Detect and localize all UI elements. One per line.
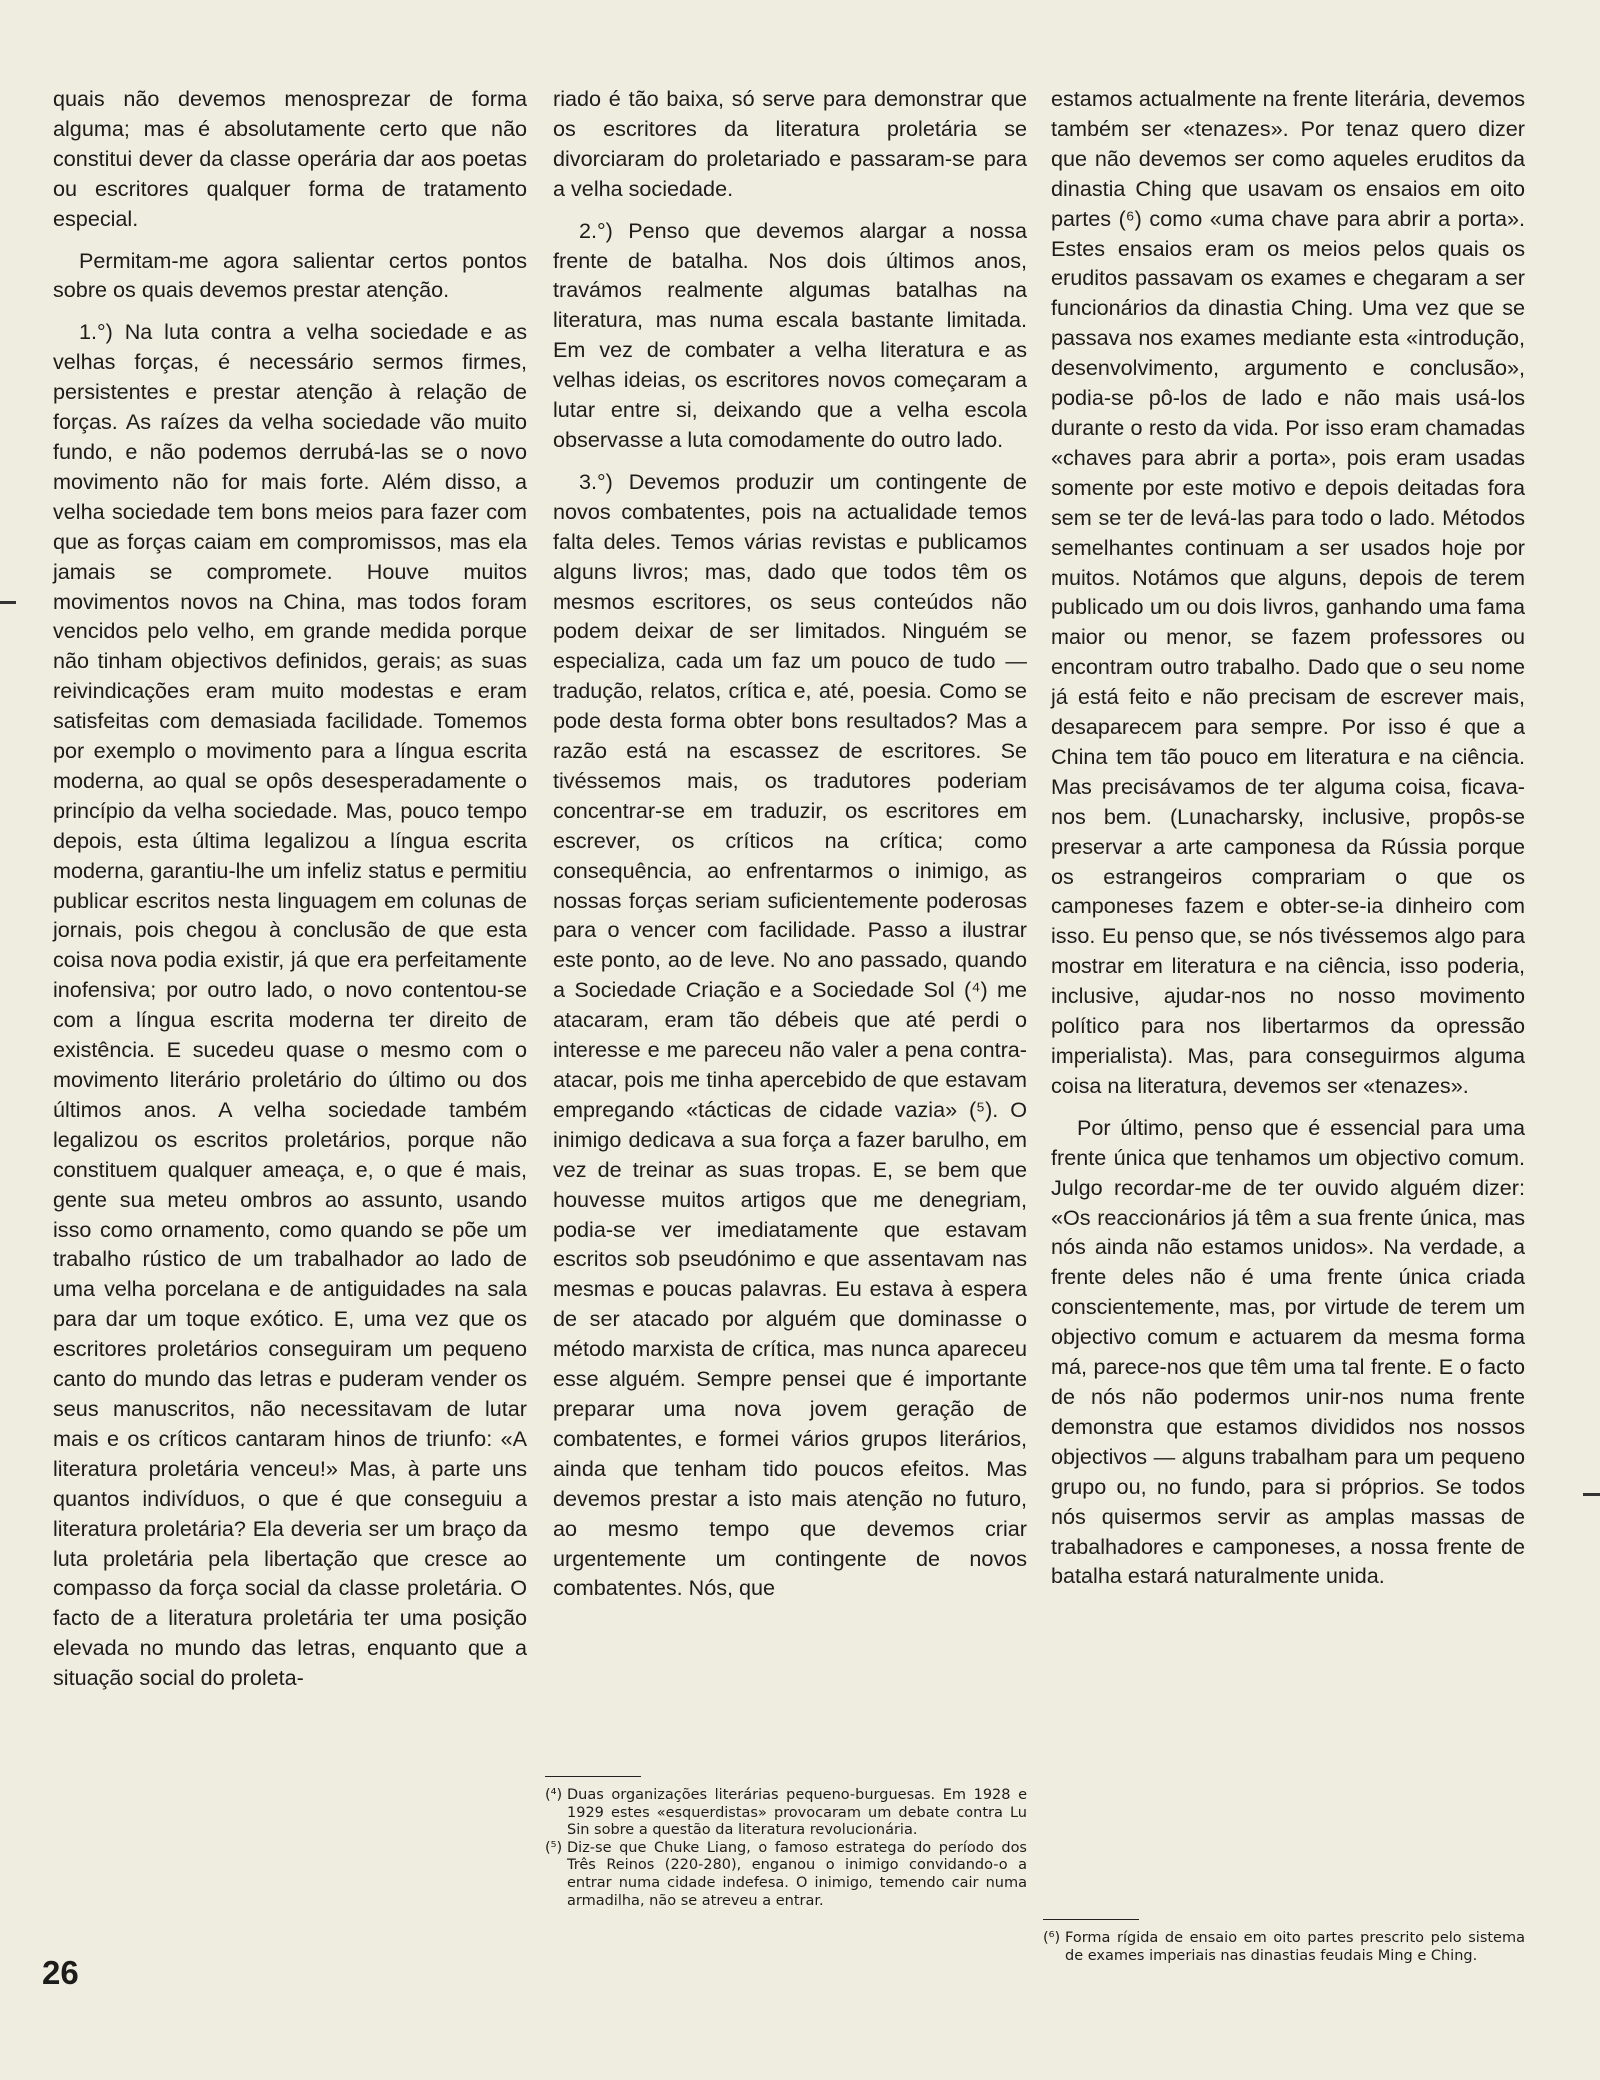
paragraph: 2.°) Penso que devemos alargar a nossa frente de batalha. Nos dois últimos anos, travámos realmente algumas batalhas na literatura, mas numa escala bastante limitada. Em vez de combater a velha literatura e as velhas ideias, os escritores novos começaram a lutar entre si, deixando que a velha escola observasse a luta comodamente do outro lado. xyxy=(553,217,1027,452)
footnotes-column-2 xyxy=(545,1768,1027,1910)
footnote-number: (⁵) xyxy=(545,1839,563,1856)
footnote xyxy=(545,1840,1027,1910)
footnote xyxy=(1043,1930,1525,1965)
paragraph: 1.°) Na luta contra a velha sociedade e as velhas forças, é necessário sermos firmes, persistentes e prestar atenção à relação de forças. As raízes da velha sociedade vão muito fundo, e não podemos derrubá-las se o novo movimento não for mais forte. Além disso, a velha sociedade tem bons meios para fazer com que as forças caiam em compromissos, mas ela jamais se compromete. Houve muitos movimentos novos na China, mas todos foram vencidos pelo velho, em grande medida porque não tinham objectivos definidos, gerais; as suas reivindicações eram muito modestas e eram satisfeitas com demasiada facilidade. Tomemos por exemplo o movimento para a língua escrita moderna, ao qual se opôs desesperadamente o princípio da velha sociedade. Mas, pouco tempo depois, esta última legalizou a língua escrita moderna, garantiu-lhe um infeliz status e permitiu publicar escritos nesta linguagem em colunas de jornais, pois chegou à conclusão de que esta coisa nova podia existir, já que era perfeitamente inofensiva; por outro lado, o novo contentou-se com a língua escrita moderna ter direito de existência. E sucedeu quase o mesmo com o movimento literário proletário do último ou dos últimos anos. A velha sociedade também legalizou os escritos proletários, porque não constituem qualquer ameaça, e, o que é mais, gente sua meteu ombros ao assunto, usando isso como ornamento, como quando se põe um trabalho rústico de um trabalhador ao lado de uma velha porcelana e de antiguidades na sala para dar um toque exótico. E, uma vez que os escritores proletários conseguiram um pequeno canto do mundo das letras e puderam vender os seus manuscritos, não necessitavam de lutar mais e os críticos cantaram hinos de triunfo: «A literatura proletária venceu!» Mas, à parte uns quantos indivíduos, o que é que conseguiu a literatura proletária? Ela deveria ser um braço da luta proletária pela libertação que cresce ao compasso da força social da classe proletária. O facto de a literatura proletária ter uma posição elevada no mundo das letras, enquanto que a situação social do proleta- xyxy=(53,319,527,1691)
footnote-text: Diz-se que Chuke Liang, o famoso estratega do período dos Três Reinos (220-280), enganou o inimigo convidando-o a entrar numa cidade indefesa. O inimigo, temendo cair numa armadilha, não se atreveu a entrar. xyxy=(567,1839,1027,1909)
paragraph: riado é tão baixa, só serve para demonstrar que os escritores da literatura proletária se divorciaram do proletariado e passaram-se para a velha sociedade. xyxy=(553,86,1027,201)
footnotes-column-3 xyxy=(1043,1911,1525,1965)
paragraph: estamos actualmente na frente literária, devemos também ser «tenazes». Por tenaz quero dizer que não devemos ser como aqueles eruditos da dinastia Ching que usavam os ensaios em oito partes (⁶) como «uma chave para abrir a porta». Estes ensaios eram os meios pelos quais os eruditos passavam os exames e chegaram a ser funcionários da dinastia Ching. Uma vez que se passava nos exames mediante esta «introdução, desenvolvimento, argumento e conclusão», podia-se pô-los de lado e não mais usá-los durante o resto da vida. Por isso eram chamadas «chaves para abrir a porta», pois eram usadas somente por este motivo e depois deitadas fora sem se ter de levá-las para todo o lado. Métodos semelhantes continuam a ser usados hoje por muitos. Notámos que alguns, depois de terem publicado um ou dois livros, ganhando uma fama maior ou menor, se fazem professores ou encontram outro trabalho. Dado que o seu nome já está feito e não precisam de escrever mais, desaparecem para sempre. Por isso é que a China tem tão pouco em literatura e na ciência. Mas precisávamos de ter alguma coisa, ficava-nos bem. (Lunacharsky, inclusive, propôs-se preservar a arte camponesa da Rússia porque os estrangeiros comprariam o que os camponeses fazem e obter-se-ia dinheiro com isso. Eu penso que, se nós tivéssemos algo para mostrar em literatura e na ciência, isso poderia, inclusive, ajudar-nos no nosso movimento político para nos libertarmos da opressão imperialista). Mas, para conseguirmos alguma coisa na literatura, devemos ser «tenazes». xyxy=(1051,86,1525,1098)
page-number: 26 xyxy=(42,1954,79,1991)
fold-mark xyxy=(0,601,16,604)
footnote-text: Duas organizações literárias pequeno-burguesas. Em 1928 e 1929 estes «esquerdistas» provocaram um debate contra Lu Sin sobre a questão da literatura revolucionária. xyxy=(567,1787,1027,1839)
text-column-1 xyxy=(53,84,527,1705)
footnote-number: (⁶) xyxy=(1043,1930,1061,1946)
paragraph: Permitam-me agora salientar certos pontos sobre os quais devemos prestar atenção. xyxy=(53,247,527,303)
paragraph: quais não devemos menosprezar de forma alguma; mas é absolutamente certo que não constitui dever da classe operária dar aos poetas ou escritores qualquer forma de tratamento especial. xyxy=(53,86,527,231)
footnote-rule xyxy=(1043,1919,1139,1920)
footnote xyxy=(545,1787,1027,1840)
footnote-rule xyxy=(545,1776,641,1777)
footnote-number: (⁴) xyxy=(545,1787,563,1803)
text-column-3 xyxy=(1051,84,1525,1603)
text-column-2 xyxy=(553,84,1027,1615)
footnote-text: Forma rígida de ensaio em oito partes prescrito pelo sistema de exames imperiais nas dinastias feudais Ming e Ching. xyxy=(1065,1930,1525,1964)
paragraph: Por último, penso que é essencial para uma frente única que tenhamos um objectivo comum. Julgo recordar-me de ter ouvido alguém dizer: «Os reaccionários já têm a sua frente única, mas nós ainda não estamos unidos». Na verdade, a frente deles não é uma frente única criada conscientemente, mas, por virtude de terem um objectivo comum e actuarem da mesma forma má, parece-nos que têm uma tal frente. E o facto de nós não podermos unir-nos numa frente demonstra que estamos divididos nos nossos objectivos — alguns trabalham para um pequeno grupo ou, no fundo, para si próprios. Se todos nós quisermos servir as amplas massas de trabalhadores e camponeses, a nossa frente de batalha estará naturalmente unida. xyxy=(1051,1114,1525,1589)
fold-mark xyxy=(1583,1493,1600,1496)
paragraph: 3.°) Devemos produzir um contingente de novos combatentes, pois na actualidade temos falta deles. Temos várias revistas e publicamos alguns livros; mas, dado que todos têm os mesmos escritores, os seus conteúdos não podem deixar de ser limitados. Ninguém se especializa, cada um faz um pouco de tudo — tradução, relatos, crítica e, até, poesia. Como se pode desta forma obter bons resultados? Mas a razão está na escassez de escritores. Se tivéssemos mais, os tradutores poderiam concentrar-se em traduzir, os escritores em escrever, os críticos na crítica; como consequência, ao enfrentarmos o inimigo, as nossas forças seriam suficientemente poderosas para o vencer com facilidade. Passo a ilustrar este ponto, ao de leve. No ano passado, quando a Sociedade Criação e a Sociedade Sol (⁴) me atacaram, eram tão débeis que até perdi o interesse e me pareceu não valer a pena contra-atacar, pois me tinha apercebido de que estavam empregando «tácticas de cidade vazia» (⁵). O inimigo dedicava a sua força a fazer barulho, em vez de treinar as suas tropas. E, se bem que houvesse muitos artigos que me denegriam, podia-se ver imediatamente que estavam escritos sob pseudónimo e que assentavam nas mesmas e poucas palavras. Eu estava à espera de ser atacado por alguém que dominasse o método marxista de crítica, mas nunca apareceu esse alguém. Sempre pensei que é importante preparar uma nova jovem geração de combatentes, e formei vários grupos literários, ainda que tenham tido poucos efeitos. Mas devemos prestar a isto mais atenção no futuro, ao mesmo tempo que devemos criar urgentemente um contingente de novos combatentes. Nós, que xyxy=(553,468,1027,1601)
